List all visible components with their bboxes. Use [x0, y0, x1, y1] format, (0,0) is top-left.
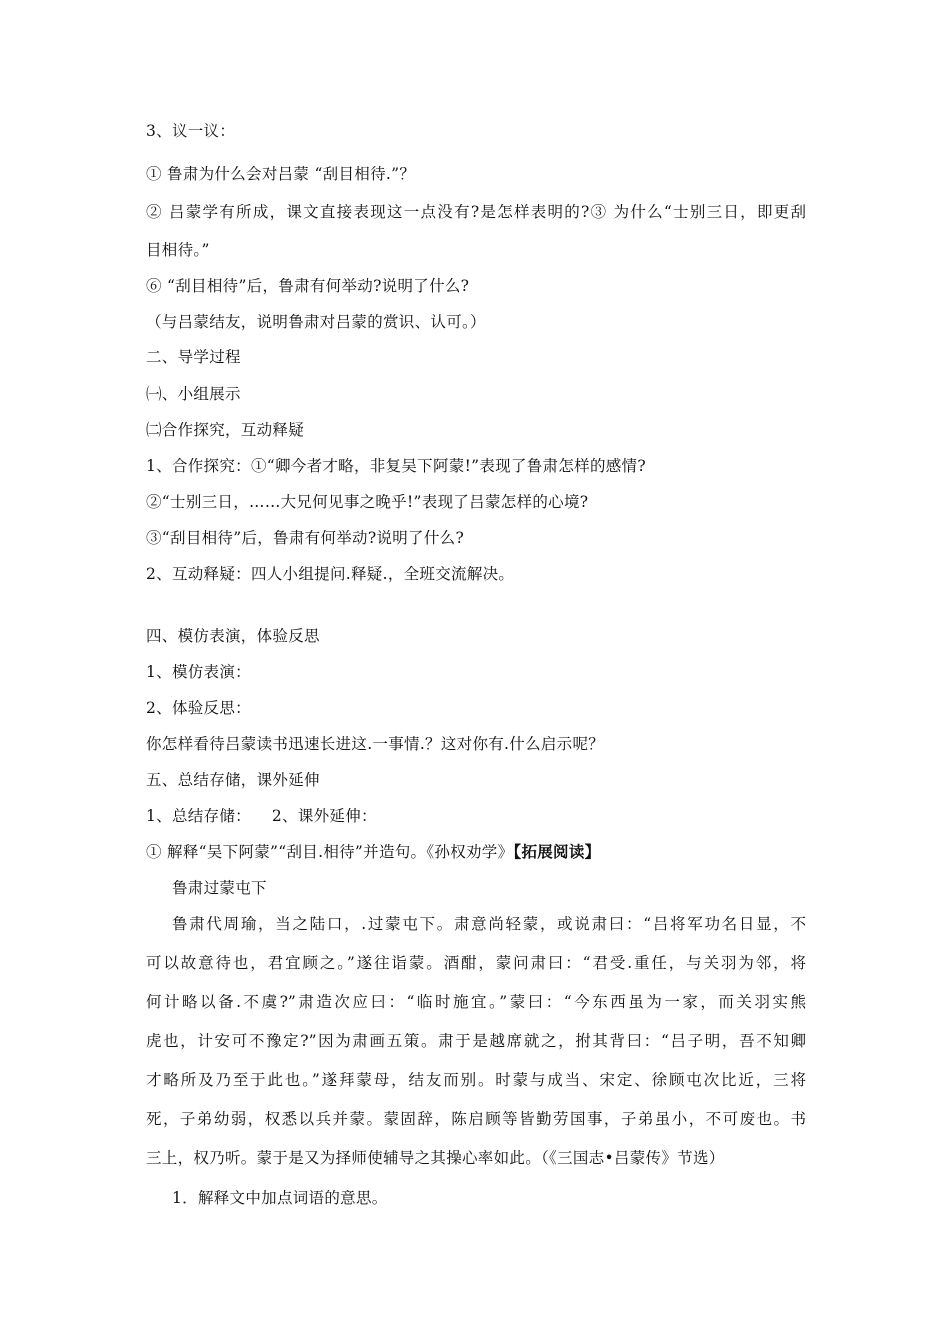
body-line: 1、模仿表演：: [146, 663, 251, 681]
exercise-question: 1．解释文中加点词语的意思。: [172, 1189, 388, 1207]
body-line: 2、互动释疑：四人小组提问.释疑.，全班交流解决。: [146, 565, 515, 583]
question-line: ②“士别三日，……大兄何见事之晚乎!”表现了吕蒙怎样的心境?: [146, 493, 589, 511]
body-line: [146, 842, 600, 862]
section-heading: 五、总结存储，课外延伸: [146, 771, 320, 789]
extended-reading-label: 【拓展阅读】: [513, 842, 601, 861]
body-line: 2、体验反思：: [146, 699, 251, 717]
section-heading: 3、议一议：: [146, 122, 236, 140]
section-heading: 四、模仿表演，体验反思: [146, 627, 320, 645]
passage-line: 虎也，计安可不豫定?”因为肃画五策。肃于是越席就之，拊其背曰：“吕子明，吾不知卿: [146, 1032, 806, 1050]
passage-line: 死，子弟幼弱，权悉以兵并蒙。蒙固辞，陈启顾等皆勤劳国事，子弟虽小，不可废也。书: [146, 1110, 806, 1128]
answer-note: （与吕蒙结友，说明鲁肃对吕蒙的赏识、认可。）: [146, 313, 486, 331]
question-line: ② 吕蒙学有所成，课文直接表现这一点没有?是怎样表明的?③ 为什么“士别三日，即更刮: [146, 203, 806, 221]
section-heading: 二、导学过程: [146, 348, 241, 366]
subsection-heading: ㈡合作探究，互动释疑: [146, 421, 305, 439]
passage-line: 三上，权乃听。蒙于是又为择师使辅导之其操心率如此。（《三国志•吕蒙传》节选）: [146, 1149, 725, 1167]
passage-line: 何计略以备.不虞?”肃造次应曰：“临时施宜。”蒙曰：“今东西虽为一家，而关羽实熊: [146, 993, 806, 1011]
question-line: 你怎样看待吕蒙读书迅速长进这.一事情.？这对你有.什么启示呢？: [146, 735, 605, 753]
question-line: 1、合作探究：①“卿今者才略，非复吴下阿蒙!”表现了鲁肃怎样的感情?: [146, 457, 646, 475]
passage-title: 鲁肃过蒙屯下: [172, 879, 267, 897]
passage-line: 可以故意待也，君宜顾之。”遂往诣蒙。酒酣，蒙问肃曰：“君受.重任，与关羽为邻，将: [146, 954, 806, 972]
question-line: ① 鲁肃为什么会对吕蒙 “刮目相待.”？: [146, 165, 416, 183]
question-line-continued: 目相待。”: [146, 241, 210, 259]
question-line: ③“刮目相待”后，鲁肃有何举动?说明了什么?: [146, 529, 465, 547]
subsection-heading: ㈠、小组展示: [146, 385, 241, 403]
exercise-text: ① 解释“吴下阿蒙”“刮目.相待”并造句。《孙权劝学》: [146, 843, 514, 861]
body-line: 1、总结存储： 2、课外延伸：: [146, 807, 377, 825]
question-line: ⑥ “刮目相待”后，鲁肃有何举动?说明了什么?: [146, 277, 470, 295]
passage-line: 才略所及乃至于此也。”遂拜蒙母，结友而别。时蒙与成当、宋定、徐顾屯次比近，三将: [146, 1071, 806, 1089]
passage-line: 鲁肃代周瑜，当之陆口，.过蒙屯下。肃意尚轻蒙，或说肃曰：“吕将军功名日显，不: [172, 915, 806, 933]
